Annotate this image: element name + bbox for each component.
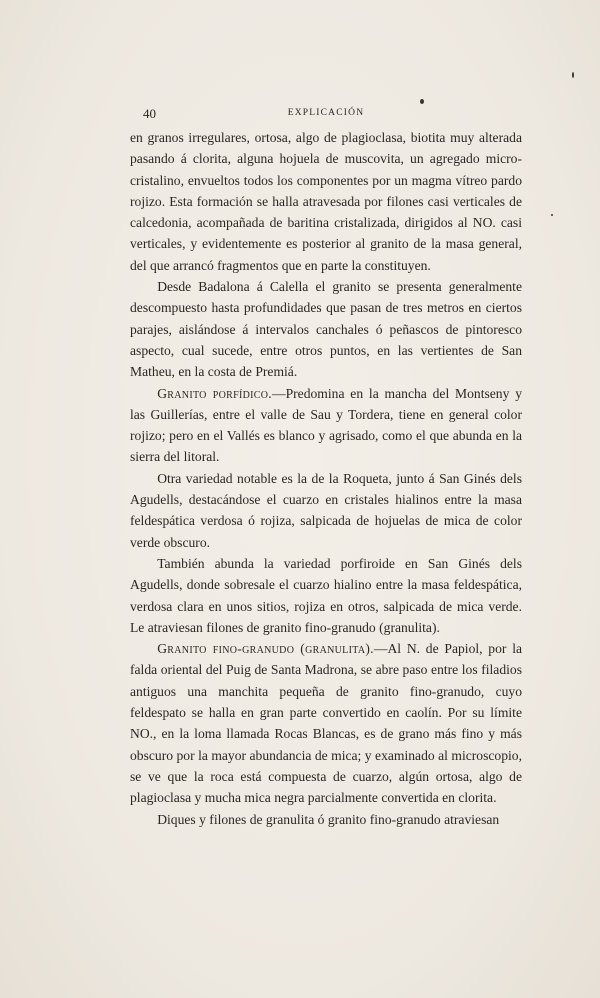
paragraph (130, 127, 522, 276)
ink-speck (572, 72, 574, 78)
paragraph-text: Diques y filones de granulita ó granito fino-granudo atraviesan (157, 811, 500, 827)
paragraph-text: Desde Badalona á Calella el granito se presenta generalmente descompuesto hasta profundidades que pasan de tres metros en ciertos parajes, aislándose á intervalos canchales ó peñascos de pintoresco aspecto, cual sucede, entre otros puntos, en las vertientes de San Matheu, en la costa de Premiá. (130, 279, 522, 380)
paragraph-text: —Predomina en la mancha del Montseny y las Guillerías, entre el valle de Sau y Tordera, tiene en general color rojizo; pero en el Vallés es blanco y agrisado, como el que abunda en la sierra del litoral. (130, 385, 522, 465)
paragraph-text: También abunda la variedad porfiroide en San Ginés dels Agudells, donde sobresale el cuarzo hialino entre la masa feldespática, verdosa clara en unos sitios, rojiza en otros, salpicada de mica verde. Le atraviesan filones de granito fino-granudo (granulita). (130, 555, 522, 635)
paragraph-text: Otra variedad notable es la de la Roqueta, junto á San Ginés dels Agudells, destacándose el cuarzo en cristales hialinos entre la masa feldespática verdosa ó rojiza, salpicada de hojuelas de mica de color verde obscuro. (130, 470, 522, 550)
section-heading: Granito fino-granudo (granulita). (157, 641, 374, 657)
body-text (130, 127, 522, 830)
paragraph (130, 553, 522, 638)
paragraph (130, 276, 522, 382)
paragraph-text: —Al N. de Papiol, por la falda oriental del Puig de Santa Madrona, se abre paso entre los filadios antiguos una manchita pequeña de granito fino-granudo, cuyo feldespato se halla en gran parte convertido en caolín. Por su límite NO., en la loma llamada Rocas Blancas, es de grano más fino y más obscuro por la mayor abundancia de mica; y examinado al microscopio, se ve que la roca está compuesta de cuarzo, algún ortosa, algo de plagioclasa y mucha mica negra parcialmente convertida en clorita. (130, 641, 523, 806)
paragraph (130, 809, 522, 830)
paragraph (130, 383, 522, 468)
paragraph (130, 468, 522, 553)
running-head: EXPLICACIÓN (287, 108, 365, 118)
page-number: 40 (143, 106, 156, 121)
ink-speck (551, 214, 553, 216)
section-heading: Granito porfídico. (157, 385, 272, 401)
ink-speck (420, 99, 424, 104)
paragraph-text: en granos irregulares, ortosa, algo de plagioclasa, biotita muy alterada pasando á clorita, alguna hojuela de muscovita, un agregado micro-cristalino, envueltos todos los componentes por un magma vítreo pardo rojizo. Esta formación se halla atravesada por filones casi verticales de calcedonia, acompañada de baritina cristalizada, dirigidos al NO. casi verticales, y evidentemente es posterior al granito de la masa general, del que arrancó fragmentos que en parte la constituyen. (130, 130, 522, 273)
paragraph (130, 638, 522, 808)
page-header (130, 106, 522, 122)
